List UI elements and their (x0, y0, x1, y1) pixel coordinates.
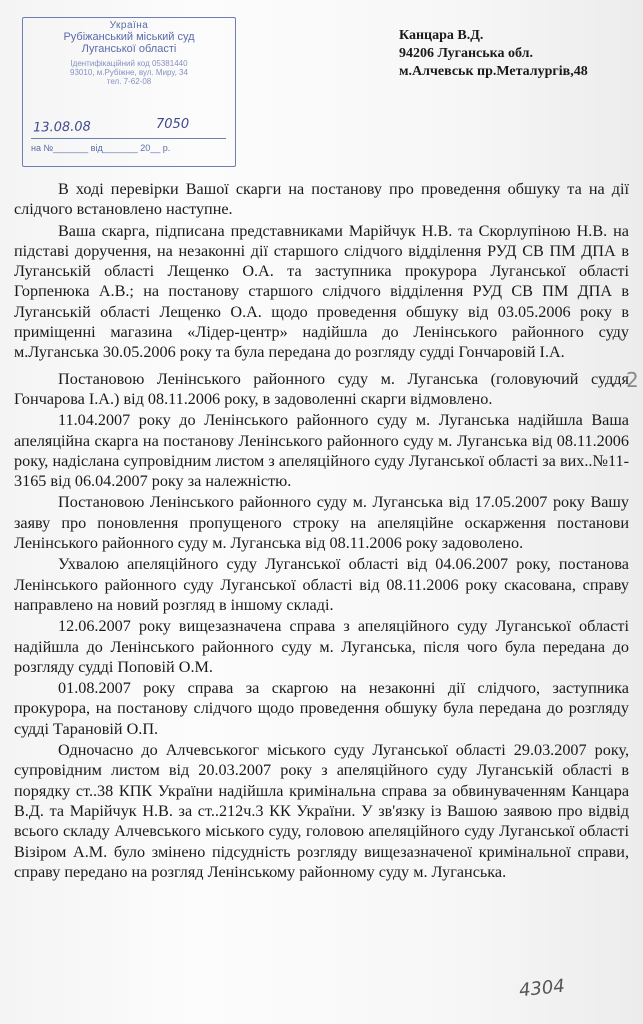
stamp-country: Україна (109, 20, 149, 31)
paragraph: 12.06.2007 року вищезазначена справа з апеляційного суду Луганської області надійшла до Ленінського районного суду м. Луганська, після чого була передана до розгляду судді Поповій О.М. (14, 617, 629, 676)
paragraph: Одночасно до Алчевськогог міського суду Луганської області 29.03.2007 року, супровідним листом від 20.03.2007 року з апеляційного суду Луганській області в порядку ст..38 КПК України надійшла кримінальна справа за обвинуваченням Канцара В.Д. та Марійчук Н.В. за ст..212ч.3 КК України. У зв'язку із Вашою заявою про відвід всього складу Алчевського міського суду, головою апеляційного суду Луганської області Візіром А.М. було змінено підсудність розгляду вищезазначеної кримінальної справи, справу передано на розгляд Ленінському районному суду м. Луганська. (14, 741, 629, 881)
court-registration-stamp (22, 17, 236, 167)
stamp-region: Луганської області (81, 43, 177, 55)
paragraph: 01.08.2007 року справа за скаргою на незаконні дії слідчого, заступника прокурора, на постанову слідчого щодо проведення обшуку була передана до розгляду судді Тарановій О.П. (14, 679, 629, 738)
recipient-name: Канцара В.Д. (399, 28, 484, 43)
recipient-address (399, 27, 588, 81)
paragraph: В ході перевірки Вашої скарги на постанову про проведення обшуку та на дії слідчого встановлено наступне. (14, 180, 629, 219)
letter-body (14, 179, 629, 883)
stamp-id-code: Ідентифікаційний код 05381440 (70, 59, 188, 68)
margin-handwritten-mark: 2 (626, 368, 639, 392)
paragraph: Ухвалою апеляційного суду Луганської області від 04.06.2007 року, постанова Ленінського районного суду Луганської області від 08.11.2006 року скасована, справу направлено на новий розгляд в іншому складі. (14, 555, 629, 614)
stamp-reference-row: на №_______ від_______ 20__ р. (31, 143, 171, 153)
paragraph: Ваша скарга, підписана представниками Марійчук Н.В. та Скорлупіною Н.В. на підставі доручення, на незаконні дії старшого слідчого відділення РУД СВ ПМ ДПА в Луганській області Лещенко О.А. та заступника прокурора Луганської області Горпенюка А.В.; на постанову старшого слідчого відділення РУД СВ ПМ ДПА в Луганській області Лещенко О.А. щодо проведення обшуку від 03.05.2006 року в приміщенні магазина «Лідер-центр» надійшла до Ленінського районного суду м.Луганська 30.05.2006 року та була передана до розгляду судді Гончаровій І.А. (14, 221, 629, 362)
paragraph: Постановою Ленінського районного суду м. Луганська (головуючий суддя Гончарова І.А.) від 08.11.2006 року, в задоволенні скарги відмовлено. (14, 369, 629, 408)
handwritten-page-number: 4304 (518, 975, 566, 1002)
stamp-address: 93010, м.Рубіжне, вул. Миру, 34 (70, 68, 188, 77)
stamp-handwritten-date: 13.08.08 (32, 119, 92, 136)
paragraph: 11.04.2007 року до Ленінського районного суду м. Луганська надійшла Ваша апеляційна скарга на постанову Ленінського районного суду м. Луганська від 08.11.2006 року, надіслана супровідним листом з апеляційного суду Луганської області за вих..№11-3165 від 06.04.2007 року за належністю. (14, 411, 629, 491)
recipient-city: 94206 Луганська обл. (399, 46, 533, 61)
stamp-handwritten-number: 7050 (156, 117, 190, 132)
paragraph: Постановою Ленінського районного суду м. Луганська від 17.05.2007 року Вашу заяву про поновлення пропущеного строку на апеляційне оскарження постанови Ленінського районного суду м. Луганська від 08.11.2006 року задоволено. (14, 493, 629, 553)
recipient-street: м.Алчевськ пр.Металургів,48 (399, 64, 588, 79)
stamp-phone: тел. 7-62-08 (106, 77, 152, 86)
stamp-court-name: Рубіжанський міський суд (63, 31, 195, 43)
